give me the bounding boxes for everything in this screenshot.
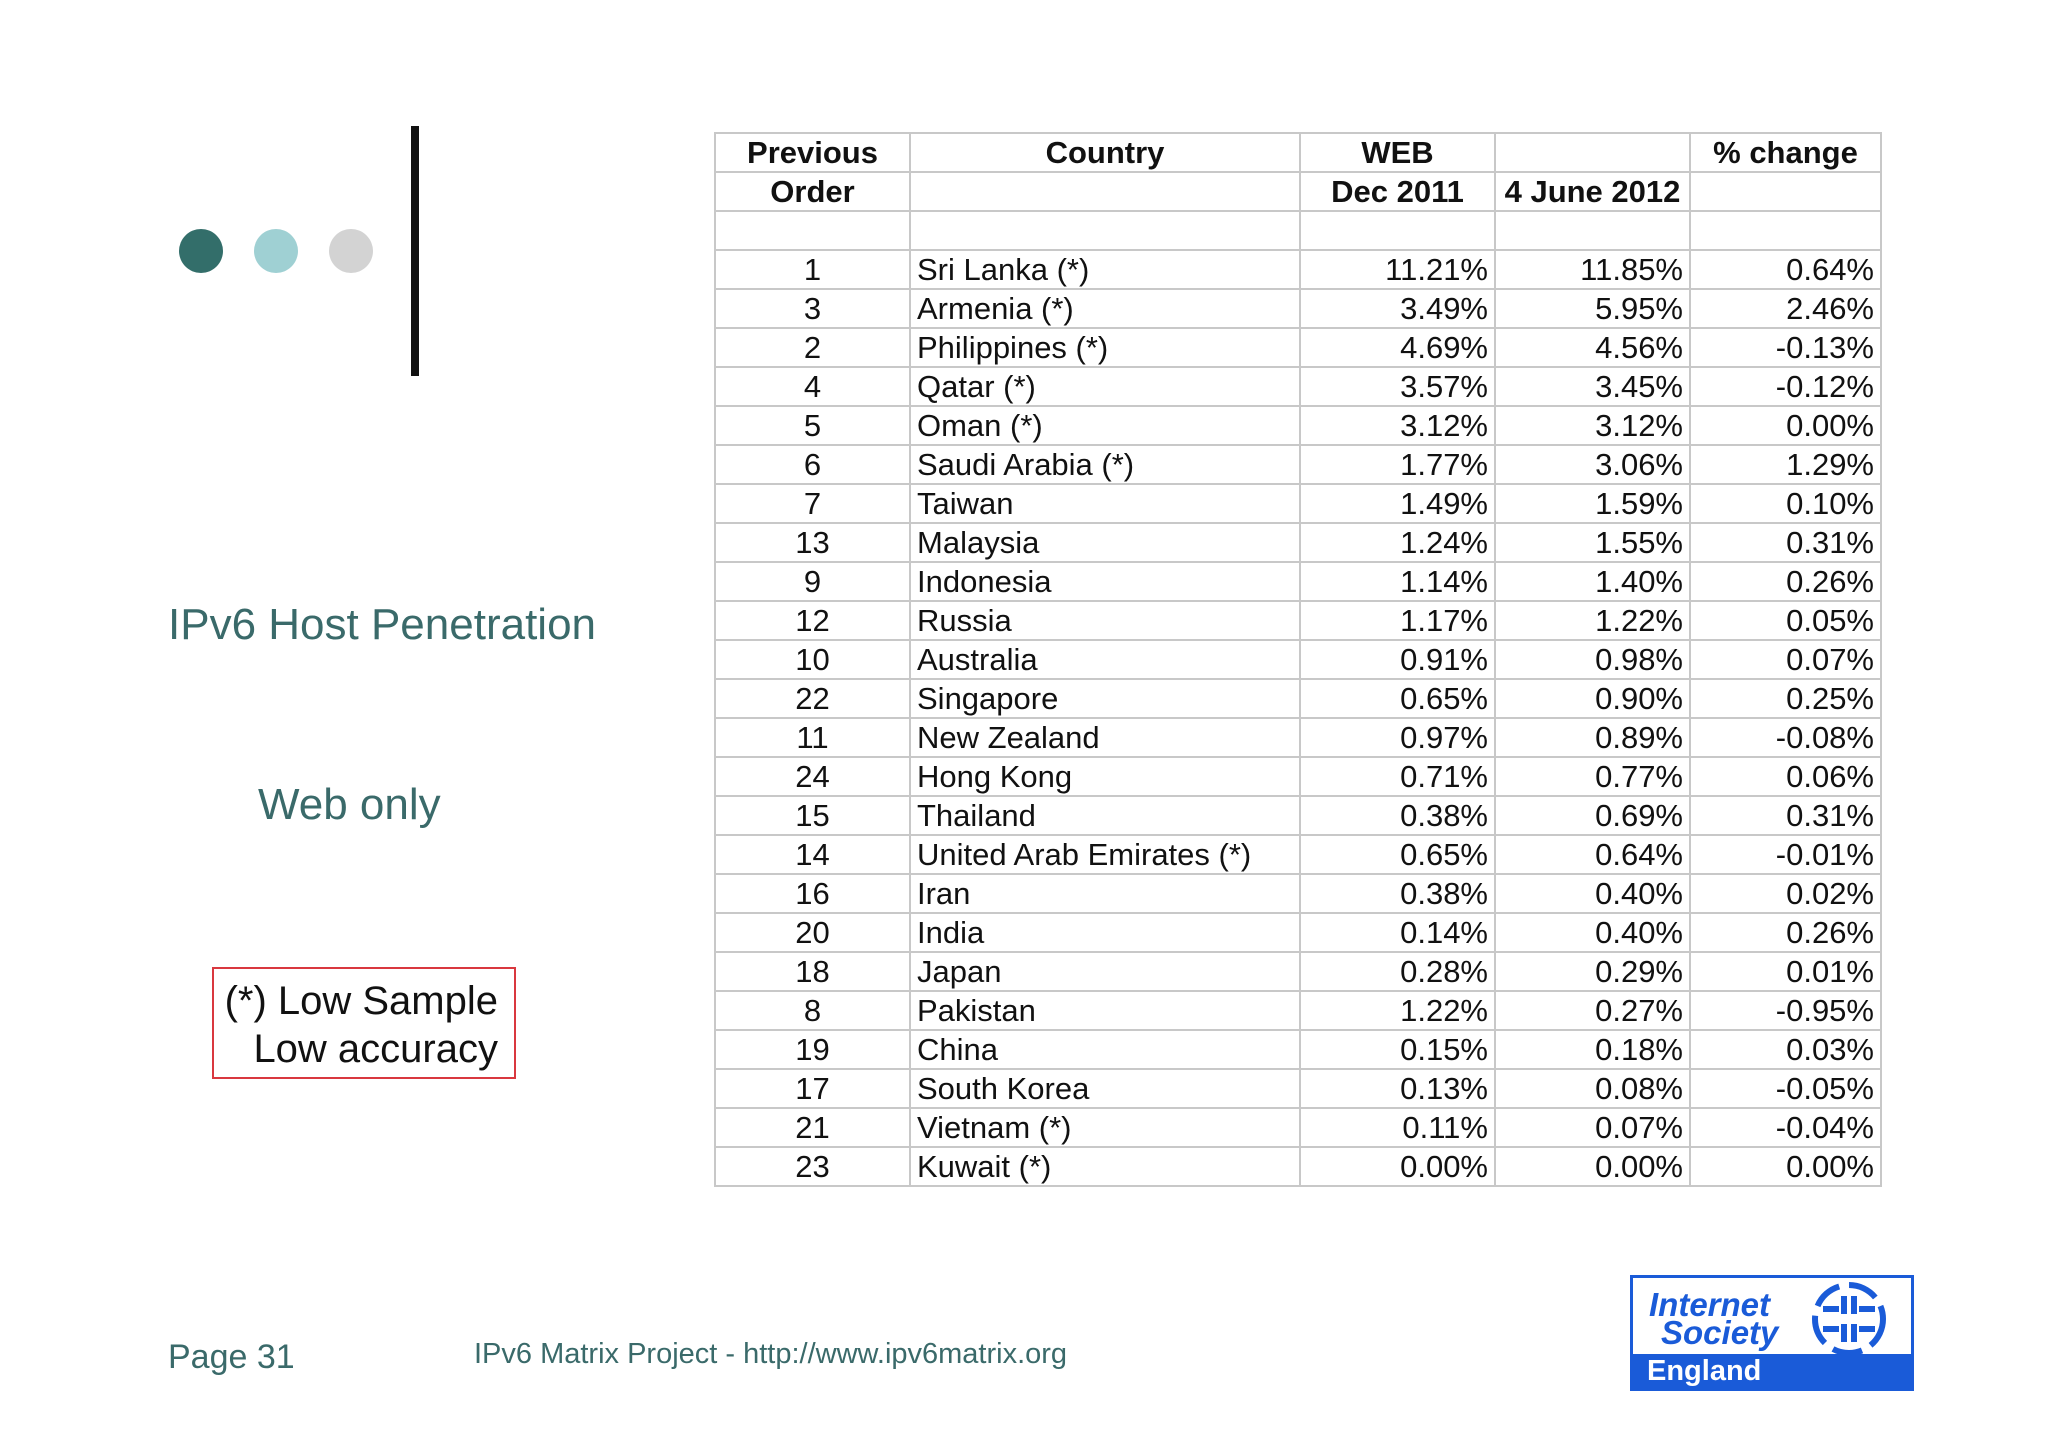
decor-dot-grey [329, 229, 373, 273]
globe-emblem-icon [1801, 1280, 1897, 1358]
change-cell: 0.06% [1690, 757, 1881, 796]
country-cell: Sri Lanka (*) [910, 250, 1300, 289]
dec-2011-cell: 0.14% [1300, 913, 1495, 952]
june-2012-cell: 0.08% [1495, 1069, 1690, 1108]
country-cell: Saudi Arabia (*) [910, 445, 1300, 484]
table-row [715, 445, 1881, 484]
table-row [715, 835, 1881, 874]
table-row [715, 991, 1881, 1030]
decor-vertical-bar [411, 126, 419, 376]
dec-2011-cell: 3.49% [1300, 289, 1495, 328]
change-cell: 0.05% [1690, 601, 1881, 640]
country-cell: China [910, 1030, 1300, 1069]
header-blank [1495, 133, 1690, 172]
june-2012-cell: 0.07% [1495, 1108, 1690, 1147]
june-2012-cell: 0.00% [1495, 1147, 1690, 1186]
header-dec-2011: Dec 2011 [1300, 172, 1495, 211]
previous-order-cell: 8 [715, 991, 910, 1030]
previous-order-cell: 23 [715, 1147, 910, 1186]
june-2012-cell: 0.40% [1495, 874, 1690, 913]
change-cell: 0.31% [1690, 796, 1881, 835]
header-june-2012: 4 June 2012 [1495, 172, 1690, 211]
logo-region: England [1647, 1355, 1762, 1387]
header-change: % change [1690, 133, 1881, 172]
previous-order-cell: 6 [715, 445, 910, 484]
previous-order-cell: 2 [715, 328, 910, 367]
june-2012-cell: 3.12% [1495, 406, 1690, 445]
change-cell: 0.26% [1690, 562, 1881, 601]
dec-2011-cell: 1.77% [1300, 445, 1495, 484]
change-cell: -0.12% [1690, 367, 1881, 406]
previous-order-cell: 16 [715, 874, 910, 913]
dec-2011-cell: 3.57% [1300, 367, 1495, 406]
previous-order-cell: 12 [715, 601, 910, 640]
page-number: Page 31 [168, 1338, 295, 1376]
june-2012-cell: 0.29% [1495, 952, 1690, 991]
previous-order-cell: 14 [715, 835, 910, 874]
country-cell: Pakistan [910, 991, 1300, 1030]
table-row [715, 757, 1881, 796]
low-sample-note [212, 967, 516, 1079]
previous-order-cell: 19 [715, 1030, 910, 1069]
june-2012-cell: 0.98% [1495, 640, 1690, 679]
change-cell: -0.04% [1690, 1108, 1881, 1147]
dec-2011-cell: 11.21% [1300, 250, 1495, 289]
table-row [715, 1030, 1881, 1069]
change-cell: 0.31% [1690, 523, 1881, 562]
table-row [715, 562, 1881, 601]
country-cell: Iran [910, 874, 1300, 913]
change-cell: -0.08% [1690, 718, 1881, 757]
decor-dot-dark [179, 229, 223, 273]
previous-order-cell: 21 [715, 1108, 910, 1147]
change-cell: 0.01% [1690, 952, 1881, 991]
table-row [715, 367, 1881, 406]
logo-line-2: Society [1661, 1314, 1779, 1351]
dec-2011-cell: 0.91% [1300, 640, 1495, 679]
table-row [715, 289, 1881, 328]
internet-society-logo [1630, 1275, 1914, 1391]
header-country: Country [910, 133, 1300, 172]
change-cell: -0.05% [1690, 1069, 1881, 1108]
dec-2011-cell: 1.22% [1300, 991, 1495, 1030]
change-cell: -0.95% [1690, 991, 1881, 1030]
slide-subtitle: Web only [258, 780, 441, 829]
table-row [715, 484, 1881, 523]
june-2012-cell: 1.55% [1495, 523, 1690, 562]
june-2012-cell: 3.45% [1495, 367, 1690, 406]
previous-order-cell: 17 [715, 1069, 910, 1108]
dec-2011-cell: 4.69% [1300, 328, 1495, 367]
dec-2011-cell: 0.15% [1300, 1030, 1495, 1069]
dec-2011-cell: 0.71% [1300, 757, 1495, 796]
previous-order-cell: 20 [715, 913, 910, 952]
change-cell: 0.10% [1690, 484, 1881, 523]
dec-2011-cell: 1.49% [1300, 484, 1495, 523]
country-cell: South Korea [910, 1069, 1300, 1108]
june-2012-cell: 0.40% [1495, 913, 1690, 952]
table-row [715, 874, 1881, 913]
change-cell: 0.02% [1690, 874, 1881, 913]
country-cell: Hong Kong [910, 757, 1300, 796]
dec-2011-cell: 0.97% [1300, 718, 1495, 757]
change-cell: 2.46% [1690, 289, 1881, 328]
change-cell: 0.00% [1690, 406, 1881, 445]
june-2012-cell: 0.69% [1495, 796, 1690, 835]
change-cell: 0.03% [1690, 1030, 1881, 1069]
country-cell: New Zealand [910, 718, 1300, 757]
previous-order-cell: 4 [715, 367, 910, 406]
logo-band [1633, 1354, 1911, 1388]
country-cell: Thailand [910, 796, 1300, 835]
previous-order-cell: 18 [715, 952, 910, 991]
dec-2011-cell: 0.13% [1300, 1069, 1495, 1108]
june-2012-cell: 3.06% [1495, 445, 1690, 484]
dec-2011-cell: 1.14% [1300, 562, 1495, 601]
june-2012-cell: 0.27% [1495, 991, 1690, 1030]
change-cell: -0.01% [1690, 835, 1881, 874]
table-row [715, 796, 1881, 835]
country-cell: Oman (*) [910, 406, 1300, 445]
country-cell: Japan [910, 952, 1300, 991]
change-cell: 0.64% [1690, 250, 1881, 289]
header-row-1 [715, 133, 1881, 172]
june-2012-cell: 4.56% [1495, 328, 1690, 367]
june-2012-cell: 0.64% [1495, 835, 1690, 874]
table-row [715, 718, 1881, 757]
country-cell: Taiwan [910, 484, 1300, 523]
note-line-1: (*) Low Sample [224, 979, 498, 1023]
change-cell: -0.13% [1690, 328, 1881, 367]
header-blank-3 [1690, 172, 1881, 211]
dec-2011-cell: 0.65% [1300, 679, 1495, 718]
table-row [715, 250, 1881, 289]
previous-order-cell: 13 [715, 523, 910, 562]
table-row [715, 1108, 1881, 1147]
dec-2011-cell: 1.24% [1300, 523, 1495, 562]
dec-2011-cell: 0.65% [1300, 835, 1495, 874]
previous-order-cell: 15 [715, 796, 910, 835]
dec-2011-cell: 0.28% [1300, 952, 1495, 991]
table-row [715, 913, 1881, 952]
table-row [715, 952, 1881, 991]
june-2012-cell: 11.85% [1495, 250, 1690, 289]
previous-order-cell: 11 [715, 718, 910, 757]
spacer-row [715, 211, 1881, 250]
country-cell: Kuwait (*) [910, 1147, 1300, 1186]
june-2012-cell: 0.77% [1495, 757, 1690, 796]
country-cell: Armenia (*) [910, 289, 1300, 328]
header-web: WEB [1300, 133, 1495, 172]
change-cell: 0.26% [1690, 913, 1881, 952]
country-cell: Philippines (*) [910, 328, 1300, 367]
country-cell: Australia [910, 640, 1300, 679]
previous-order-cell: 7 [715, 484, 910, 523]
previous-order-cell: 5 [715, 406, 910, 445]
note-line-2: Low accuracy [253, 1027, 498, 1071]
table-row [715, 1069, 1881, 1108]
change-cell: 1.29% [1690, 445, 1881, 484]
june-2012-cell: 0.90% [1495, 679, 1690, 718]
dec-2011-cell: 3.12% [1300, 406, 1495, 445]
header-row-2 [715, 172, 1881, 211]
dec-2011-cell: 0.00% [1300, 1147, 1495, 1186]
table-row [715, 523, 1881, 562]
change-cell: 0.25% [1690, 679, 1881, 718]
table-row [715, 640, 1881, 679]
header-previous: Previous [715, 133, 910, 172]
ipv6-penetration-table [714, 132, 1882, 1187]
header-blank-2 [910, 172, 1300, 211]
previous-order-cell: 3 [715, 289, 910, 328]
country-cell: Vietnam (*) [910, 1108, 1300, 1147]
dec-2011-cell: 1.17% [1300, 601, 1495, 640]
dec-2011-cell: 0.11% [1300, 1108, 1495, 1147]
change-cell: 0.00% [1690, 1147, 1881, 1186]
country-cell: Malaysia [910, 523, 1300, 562]
change-cell: 0.07% [1690, 640, 1881, 679]
june-2012-cell: 0.89% [1495, 718, 1690, 757]
table-row [715, 679, 1881, 718]
dec-2011-cell: 0.38% [1300, 796, 1495, 835]
country-cell: Indonesia [910, 562, 1300, 601]
table-row [715, 328, 1881, 367]
country-cell: India [910, 913, 1300, 952]
country-cell: Russia [910, 601, 1300, 640]
country-cell: United Arab Emirates (*) [910, 835, 1300, 874]
previous-order-cell: 10 [715, 640, 910, 679]
june-2012-cell: 5.95% [1495, 289, 1690, 328]
header-order: Order [715, 172, 910, 211]
dec-2011-cell: 0.38% [1300, 874, 1495, 913]
june-2012-cell: 1.40% [1495, 562, 1690, 601]
table-row [715, 601, 1881, 640]
june-2012-cell: 0.18% [1495, 1030, 1690, 1069]
slide-title: IPv6 Host Penetration [168, 600, 597, 649]
table-row [715, 406, 1881, 445]
decor-dot-light [254, 229, 298, 273]
country-cell: Singapore [910, 679, 1300, 718]
previous-order-cell: 22 [715, 679, 910, 718]
country-cell: Qatar (*) [910, 367, 1300, 406]
project-credit: IPv6 Matrix Project - http://www.ipv6matrix.org [474, 1338, 1068, 1370]
logo-line-1: Internet [1649, 1286, 1771, 1323]
previous-order-cell: 24 [715, 757, 910, 796]
previous-order-cell: 9 [715, 562, 910, 601]
june-2012-cell: 1.22% [1495, 601, 1690, 640]
june-2012-cell: 1.59% [1495, 484, 1690, 523]
previous-order-cell: 1 [715, 250, 910, 289]
table-row [715, 1147, 1881, 1186]
